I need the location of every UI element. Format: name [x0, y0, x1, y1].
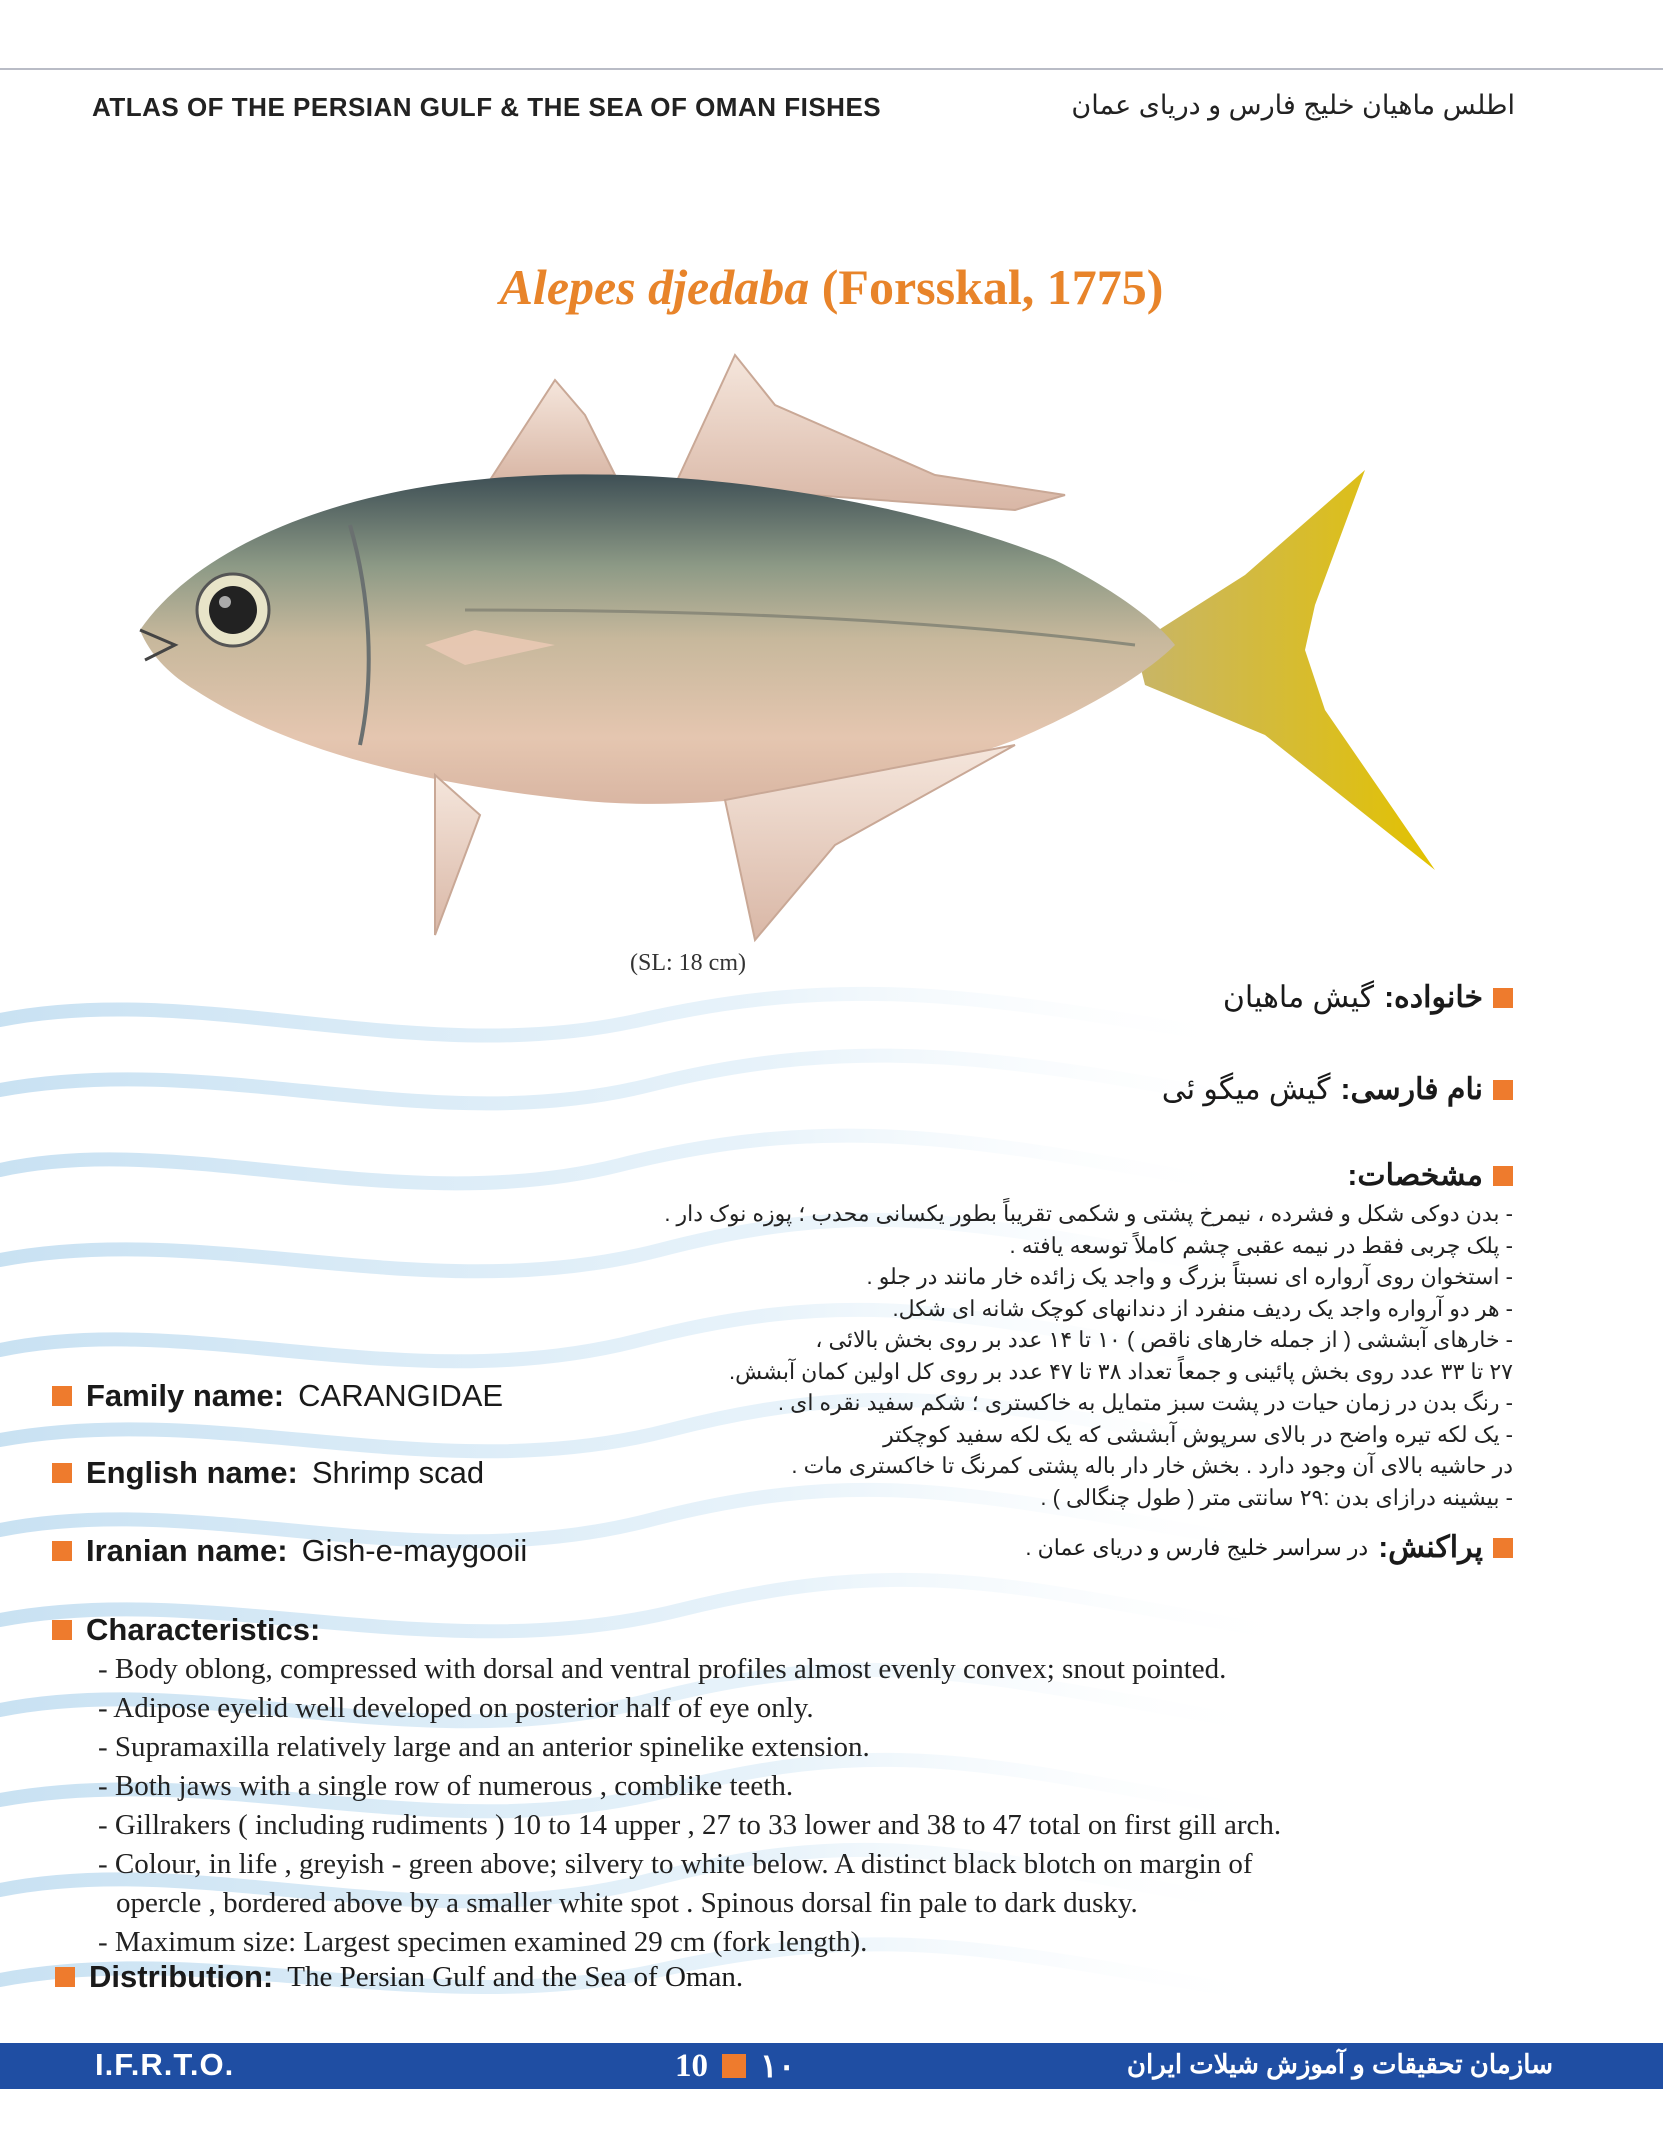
- footer-org-english: I.F.R.T.O.: [95, 2047, 235, 2082]
- page-number-persian: ۱۰: [760, 2049, 796, 2085]
- persian-farsi-name-row: [1162, 1072, 1513, 1107]
- characteristic-line: - Adipose eyelid well developed on posterior half of eye only.: [98, 1692, 814, 1724]
- species-authority: (Forsskal, 1775): [821, 259, 1164, 315]
- iranian-name-value: Gish-e-maygooii: [301, 1533, 528, 1568]
- iranian-name-label: Iranian name:: [86, 1533, 288, 1568]
- characteristic-line: - Both jaws with a single row of numerous , comblike teeth.: [98, 1770, 794, 1802]
- orange-square-bullet: [55, 1967, 75, 1987]
- standard-length-note: (SL: 18 cm): [630, 950, 746, 976]
- persian-characteristic-line: - بدن دوکی شکل و فشرده ، نیمرخ پشتی و شکمی تقریباً بطور یکسانی محدب ؛ پوزه نوک دار .: [664, 1201, 1513, 1226]
- english-name-label: English name:: [86, 1455, 298, 1490]
- persian-characteristic-line: - یک لکه تیره واضح در بالای سرپوش آبششی که یک لکه سفید کوچکتر: [883, 1421, 1513, 1447]
- persian-characteristic-line: ۲۷ تا ۳۳ عدد روی بخش پائینی و جمعاً تعداد ۳۸ تا ۴۷ عدد بر روی کل اولین کمان آبشش.: [729, 1358, 1513, 1384]
- page-number: [675, 2046, 795, 2086]
- persian-distribution-label: پراکنش:: [1378, 1531, 1483, 1564]
- characteristic-line: opercle , bordered above by a smaller white spot . Spinous dorsal fin pale to dark dusky.: [116, 1887, 1138, 1919]
- fish-illustration: [135, 345, 1575, 945]
- orange-square-bullet: [52, 1386, 72, 1406]
- characteristic-line: - Maximum size: Largest specimen examined 29 cm (fork length).: [98, 1926, 868, 1958]
- characteristics-heading: [52, 1612, 320, 1648]
- orange-square-bullet: [1493, 1166, 1513, 1186]
- orange-square-bullet: [1493, 988, 1513, 1008]
- persian-characteristics-list: [613, 1198, 1513, 1513]
- orange-square-bullet: [1493, 1080, 1513, 1100]
- persian-characteristic-line: - هر دو آرواره واجد یک ردیف منفرد از دندانهای کوچک شانه ای شکل.: [892, 1295, 1513, 1321]
- header-rule: [0, 68, 1663, 70]
- characteristics-label: Characteristics:: [86, 1612, 321, 1647]
- persian-characteristic-line: در حاشیه بالای آن وجود دارد . بخش خار دار باله پشتی کمرنگ تا خاکستری مات .: [791, 1453, 1513, 1478]
- family-name-label: Family name:: [86, 1378, 285, 1413]
- persian-characteristic-line: - بیشینه درازای بدن :۲۹ سانتی متر ( طول چنگالی ) .: [1040, 1484, 1513, 1510]
- characteristic-line: - Gillrakers ( including rudiments ) 10 to 14 upper , 27 to 33 lower and 38 to 47 total on first gill arch.: [98, 1809, 1282, 1841]
- persian-family-label: خانواده:: [1384, 981, 1483, 1014]
- orange-square-bullet: [1493, 1538, 1513, 1558]
- orange-square-bullet: [52, 1463, 72, 1483]
- persian-farsi-name-label: نام فارسی:: [1340, 1073, 1483, 1106]
- persian-characteristics-heading: [1347, 1158, 1513, 1193]
- persian-characteristics-label: مشخصات:: [1347, 1159, 1483, 1192]
- characteristic-line: - Body oblong, compressed with dorsal and ventral profiles almost evenly convex; snout pointed.: [98, 1653, 1227, 1685]
- distribution-value: The Persian Gulf and the Sea of Oman.: [287, 1960, 744, 1993]
- english-name-value: Shrimp scad: [311, 1455, 485, 1490]
- persian-characteristic-line: - خارهای آبششی ( از جمله خارهای ناقص ) ۱۰ تا ۱۴ عدد بر روی بخش بالائی ،: [815, 1327, 1513, 1352]
- footer-bar: [0, 2043, 1663, 2089]
- english-name-row: [52, 1455, 484, 1491]
- persian-family-value: گیش ماهیان: [1222, 981, 1375, 1014]
- atlas-title-english: ATLAS OF THE PERSIAN GULF & THE SEA OF OMAN FISHES: [92, 92, 882, 122]
- family-name-row: [52, 1378, 503, 1414]
- species-name: Alepes djedaba: [499, 259, 810, 315]
- atlas-title-persian: اطلس ماهیان خلیج فارس و دریای عمان: [1071, 90, 1515, 120]
- characteristic-line: - Colour, in life , greyish - green above; silvery to white below. A distinct black blotch on margin of: [98, 1848, 1253, 1880]
- orange-square-bullet: [722, 2054, 746, 2078]
- iranian-name-row: [52, 1533, 527, 1569]
- distribution-row: [55, 1959, 743, 1995]
- persian-characteristic-line: - استخوان روی آرواره ای نسبتاً بزرگ و واجد یک زائده خار مانند در جلو .: [866, 1264, 1513, 1289]
- persian-distribution-value: در سراسر خلیج فارس و دریای عمان .: [1025, 1534, 1369, 1560]
- persian-characteristic-line: - رنگ بدن در زمان حیات در پشت سبز متمایل به خاکستری ؛ شکم سفید نقره ای .: [777, 1390, 1513, 1415]
- family-name-value: CARANGIDAE: [298, 1378, 504, 1413]
- persian-characteristic-line: - پلک چربی فقط در نیمه عقبی چشم کاملاً توسعه یافته .: [1009, 1232, 1513, 1258]
- orange-square-bullet: [52, 1541, 72, 1561]
- orange-square-bullet: [52, 1620, 72, 1640]
- characteristics-list: [98, 1650, 1538, 1962]
- persian-family-row: [1223, 980, 1513, 1015]
- persian-distribution-row: [1025, 1530, 1513, 1565]
- species-title: [0, 258, 1663, 316]
- characteristic-line: - Supramaxilla relatively large and an anterior spinelike extension.: [98, 1731, 870, 1763]
- distribution-label: Distribution:: [89, 1959, 274, 1994]
- persian-farsi-name-value: گیش میگو ئی: [1161, 1073, 1331, 1106]
- footer-org-persian: سازمان تحقیقات و آموزش شیلات ایران: [1126, 2049, 1553, 2079]
- page-number-english: 10: [675, 2047, 708, 2084]
